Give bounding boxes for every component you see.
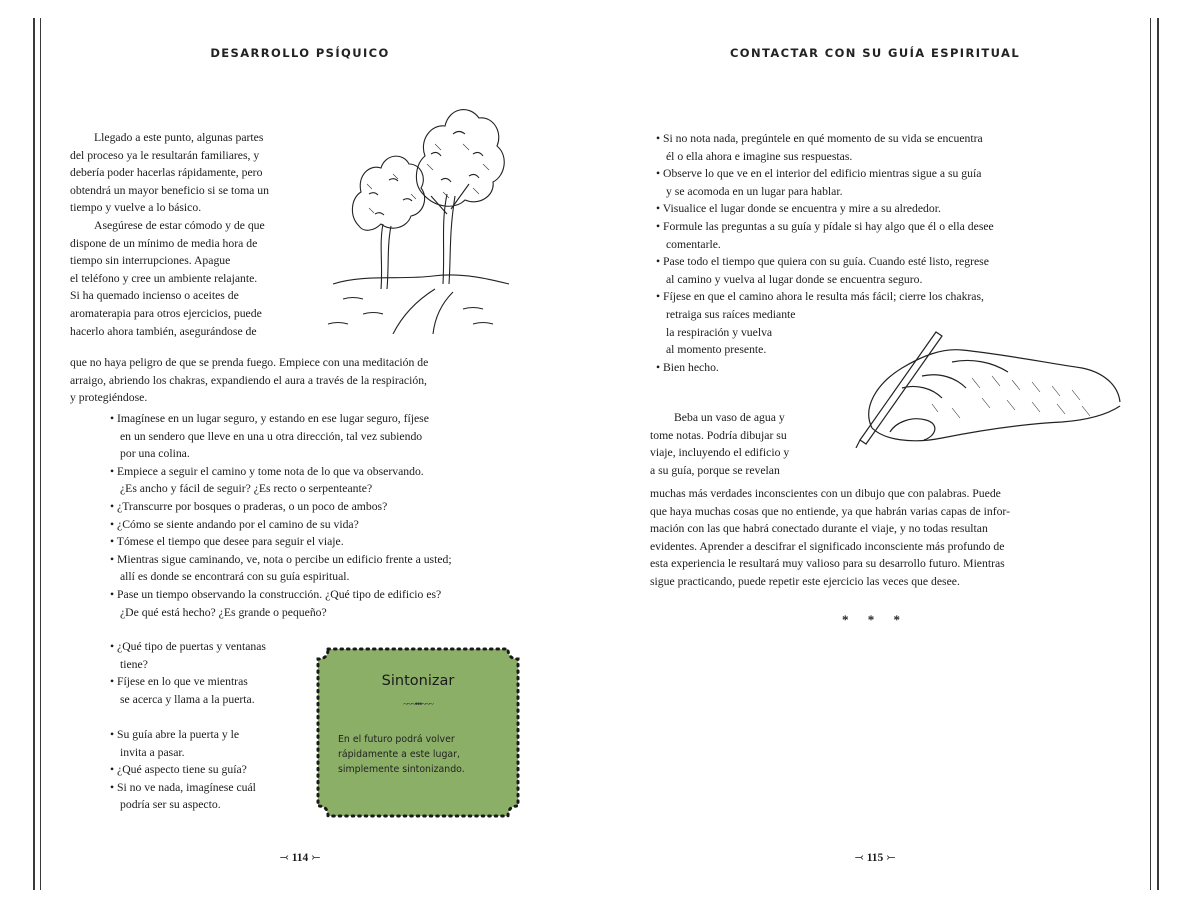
list-item: [110, 410, 520, 463]
list-item: [110, 533, 520, 551]
text-line: tiempo sin interrupciones. Apague: [70, 254, 231, 268]
bullet-line: • Formule las preguntas a su guía y pídale si hay algo que él o ella desee: [656, 219, 994, 233]
sidebar-text-line: En el futuro podrá volver: [338, 734, 455, 745]
bullet-line: • Fíjese en lo que ve mientras: [110, 675, 248, 689]
right-page: [650, 0, 1100, 908]
bullet-line: • Pase todo el tiempo que quiera con su guía. Cuando esté listo, regrese: [656, 255, 989, 269]
text-line: evidentes. Aprender a descifrar el significado inconsciente más profundo de: [650, 539, 1005, 553]
bullet-continuation: por una colina.: [120, 447, 190, 461]
bullet-continuation: allí es donde se encontrará con su guía espiritual.: [120, 570, 350, 584]
list-item: [110, 726, 310, 761]
bullet-line: • Tómese el tiempo que desee para seguir el viaje.: [110, 535, 344, 549]
bullet-list-door: [110, 638, 310, 708]
list-item: [656, 165, 1096, 200]
text-line: arraigo, abriendo los chakras, expandiendo el aura a través de la respiración,: [70, 373, 427, 387]
list-item: [656, 218, 1096, 253]
text-line: obtendrá un mayor beneficio si se toma un: [70, 183, 269, 197]
page-number-left: [70, 851, 530, 864]
text-line: viaje, incluyendo el edificio y: [650, 446, 790, 460]
bullet-continuation: al momento presente.: [666, 343, 767, 357]
text-line: hacerlo ahora también, asegurándose de: [70, 324, 257, 338]
text-line: el teléfono y cree un ambiente relajante.: [70, 271, 258, 285]
bullet-line: • Imagínese en un lugar seguro, y estando en ese lugar seguro, fíjese: [110, 412, 429, 425]
closing-paragraph-start: [650, 409, 830, 479]
text-line: muchas más verdades inconscientes con un dibujo que con palabras. Puede: [650, 487, 1001, 500]
bullet-continuation: al camino y vuelva al lugar donde se encuentra seguro.: [666, 272, 923, 286]
right-border-rule: [1157, 18, 1159, 890]
bullet-continuation: ¿De qué está hecho? ¿Es grande o pequeño?: [120, 605, 327, 619]
bullet-line: • ¿Cómo se siente andando por el camino de su vida?: [110, 517, 359, 531]
bullet-continuation: invita a pasar.: [120, 745, 185, 759]
text-line: debería poder hacerlas rápidamente, pero: [70, 166, 263, 180]
bullet-continuation: la respiración y vuelva: [666, 325, 773, 339]
folio-ornament-right: ⤚: [311, 852, 321, 864]
bullet-list-steps: [110, 410, 520, 621]
hand-writing-illustration: [832, 328, 1122, 448]
sintonizar-sidebar: [314, 645, 522, 820]
bullet-continuation: tiene?: [120, 657, 148, 671]
bullet-line: • Si no ve nada, imagínese cuál: [110, 780, 256, 794]
bullet-line: • Bien hecho.: [656, 360, 719, 374]
bullet-line: • Fíjese en que el camino ahora le resulta más fácil; cierre los chakras,: [656, 290, 984, 304]
right-border-rule-inner: [1150, 18, 1151, 890]
bullet-line: • Pase un tiempo observando la construcción. ¿Qué tipo de edificio es?: [110, 587, 442, 601]
text-line: a su guía, porque se revelan: [650, 463, 780, 477]
bullet-continuation: podría ser su aspecto.: [120, 798, 221, 812]
bullet-line: • Visualice el lugar donde se encuentra y mire a su alrededor.: [656, 202, 941, 216]
text-line: tome notas. Podría dibujar su: [650, 428, 787, 442]
list-item: [110, 516, 520, 534]
text-line: dispone de un mínimo de media hora de: [70, 236, 258, 250]
folio-ornament-left: ⤙: [279, 852, 289, 864]
text-line: y protegiéndose.: [70, 391, 148, 405]
text-line: sigue practicando, puede repetir este ejercicio las veces que desee.: [650, 574, 960, 588]
bullet-continuation: retraiga sus raíces mediante: [666, 307, 796, 321]
sidebar-title: Sintonizar: [381, 673, 455, 689]
list-item: [656, 130, 1096, 165]
left-border-rule-inner: [40, 18, 41, 890]
list-item: [110, 586, 520, 621]
text-line: mación con las que habrá conectado durante el viaje, y no todas resultan: [650, 522, 988, 536]
text-line: Beba un vaso de agua y: [674, 411, 785, 424]
text-line: que no haya peligro de que se prenda fuego. Empiece con una meditación de: [70, 356, 429, 369]
folio-ornament-left: ⤙: [854, 852, 864, 864]
list-item: [110, 551, 520, 586]
bullet-line: • Si no nota nada, pregúntele en qué momento de su vida se encuentra: [656, 132, 983, 145]
bullet-line: • ¿Qué aspecto tiene su guía?: [110, 763, 247, 777]
list-item: [110, 463, 520, 498]
text-line: del proceso ya le resultarán familiares, y: [70, 148, 260, 162]
sidebar-text: [338, 732, 508, 777]
bullet-continuation: y se acomoda en un lugar para hablar.: [666, 184, 843, 198]
bullet-continuation: se acerca y llama a la puerta.: [120, 692, 255, 706]
list-item: [110, 761, 310, 779]
text-line: Asegúrese de estar cómodo y de que: [94, 218, 265, 232]
sidebar-ornament: ~~~•••~~~: [403, 699, 433, 709]
text-line: Si ha quemado incienso o aceites de: [70, 289, 239, 303]
list-item: [656, 253, 1096, 288]
text-line: esta experiencia le resultará muy valioso para su desarrollo futuro. Mientras: [650, 557, 1005, 571]
text-line: tiempo y vuelve a lo básico.: [70, 201, 202, 215]
text-line: aromaterapia para otros ejercicios, puede: [70, 306, 262, 320]
trees-illustration: [323, 84, 513, 334]
folio-ornament-right: ⤚: [886, 852, 896, 864]
list-item: [110, 673, 310, 708]
intro-continued: [70, 354, 510, 407]
folio-number: 115: [866, 852, 884, 864]
list-item: [110, 638, 310, 673]
bullet-continuation: comentarle.: [666, 237, 721, 251]
list-item: [110, 779, 310, 814]
bullet-list-guide: [110, 726, 310, 814]
bullet-line: • Empiece a seguir el camino y tome nota de lo que va observando.: [110, 464, 424, 478]
running-header-right: CONTACTAR CON SU GUÍA ESPIRITUAL: [729, 46, 1021, 60]
bullet-continuation: en un sendero que lleve en una u otra dirección, tal vez subiendo: [120, 429, 423, 443]
sidebar-text-line: simplemente sintonizando.: [338, 764, 465, 775]
bullet-continuation: ¿Es ancho y fácil de seguir? ¿Es recto o serpenteante?: [120, 482, 373, 496]
bullet-line: • Mientras sigue caminando, ve, nota o percibe un edificio frente a usted;: [110, 552, 452, 566]
bullet-continuation: él o ella ahora e imagine sus respuestas.: [666, 149, 853, 163]
bullet-line: • Su guía abre la puerta y le: [110, 728, 240, 741]
left-border-rule: [33, 18, 35, 890]
section-separator: * * *: [842, 612, 908, 627]
sidebar-text-line: rápidamente a este lugar,: [338, 749, 460, 760]
list-item: [110, 498, 520, 516]
closing-paragraph: [650, 485, 1090, 591]
page-number-right: [650, 851, 1100, 864]
intro-paragraphs: [70, 129, 315, 340]
text-line: Llegado a este punto, algunas partes: [94, 131, 264, 144]
list-item: [656, 200, 1096, 218]
bullet-line: • ¿Transcurre por bosques o praderas, o un poco de ambos?: [110, 499, 388, 513]
running-header-left: DESARROLLO PSÍQUICO: [210, 46, 390, 60]
folio-number: 114: [291, 852, 309, 864]
bullet-line: • Observe lo que ve en el interior del edificio mientras sigue a su guía: [656, 167, 982, 181]
text-line: que haya muchas cosas que no entiende, ya que habrán varias capas de infor-: [650, 504, 1010, 518]
bullet-line: • ¿Qué tipo de puertas y ventanas: [110, 640, 266, 653]
left-page: [70, 0, 530, 908]
